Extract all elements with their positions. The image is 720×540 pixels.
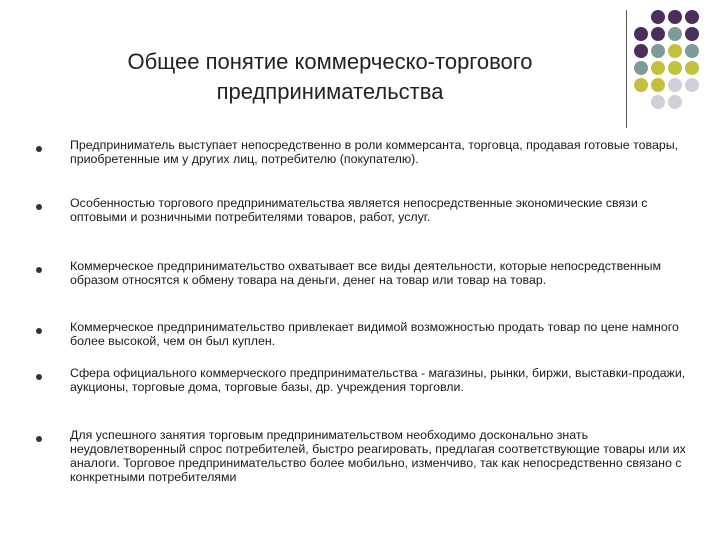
decorative-dot [651,61,665,75]
decorative-dot [668,44,682,58]
decorative-dot [685,44,699,58]
decorative-dot [634,44,648,58]
bullet-dot-icon [36,204,42,210]
decorative-dot [668,10,682,24]
bullet-dot-icon [36,328,42,334]
decorative-dot [668,61,682,75]
decorative-dot [651,10,665,24]
decorative-dot [685,10,699,24]
decorative-dot-grid [634,10,702,112]
decorative-dot [668,95,682,109]
bullet-text: Для успешного занятия торговым предпринимательством необходимо досконально знать неудовлетворенный спрос потребителей, быстро реагировать, предлагая соответствующие товары или их аналоги. Торговое предпринимательство более мобильно, изменчиво, так как непосредственно связано с конкретными потребителями [70,428,686,484]
bullet-dot-icon [36,146,42,152]
bullet-dot-icon [36,267,42,273]
decorative-dot [634,78,648,92]
bullet-dot-icon [36,374,42,380]
decorative-dot [685,78,699,92]
decorative-dot [668,27,682,41]
decorative-dot [651,27,665,41]
decorative-dot [685,95,699,109]
slide-title-line-1: Общее понятие коммерческо-торгового [127,49,533,74]
bullet-text: Коммерческое предпринимательство охватывает все виды деятельности, которые непосредственным образом относятся к обмену товара на деньги, денег на товар или товар на товар. [70,259,662,287]
decorative-dot [685,61,699,75]
bullet-text: Сфера официального коммерческого предпринимательства - магазины, рынки, биржи, выставки-продажи, аукционы, торговые дома, торговые базы, др. учреждения торговли. [70,366,686,394]
slide-title [40,47,620,107]
bullet-text: Предприниматель выступает непосредственно в роли коммерсанта, торговца, продавая готовые товары, приобретенные им у других лиц, потребителю (покупателю). [70,138,679,166]
decorative-dot [634,61,648,75]
decorative-dot [651,78,665,92]
decorative-dot [634,27,648,41]
decorative-dot [685,27,699,41]
bullet-text: Коммерческое предпринимательство привлекает видимой возможностью продать товар по цене намного более высокой, чем он был куплен. [70,320,679,348]
decorative-divider [626,10,627,128]
bullet-text: Особенностью торгового предпринимательства является непосредственные экономические связи с оптовыми и розничными потребителями товаров, работ, услуг. [70,196,648,224]
bullet-dot-icon [36,436,42,442]
decorative-dot [634,95,648,109]
decorative-dot [651,95,665,109]
slide-title-line-2: предпринимательства [216,79,444,104]
decorative-dot [651,44,665,58]
decorative-dot [634,10,648,24]
decorative-dot [668,78,682,92]
